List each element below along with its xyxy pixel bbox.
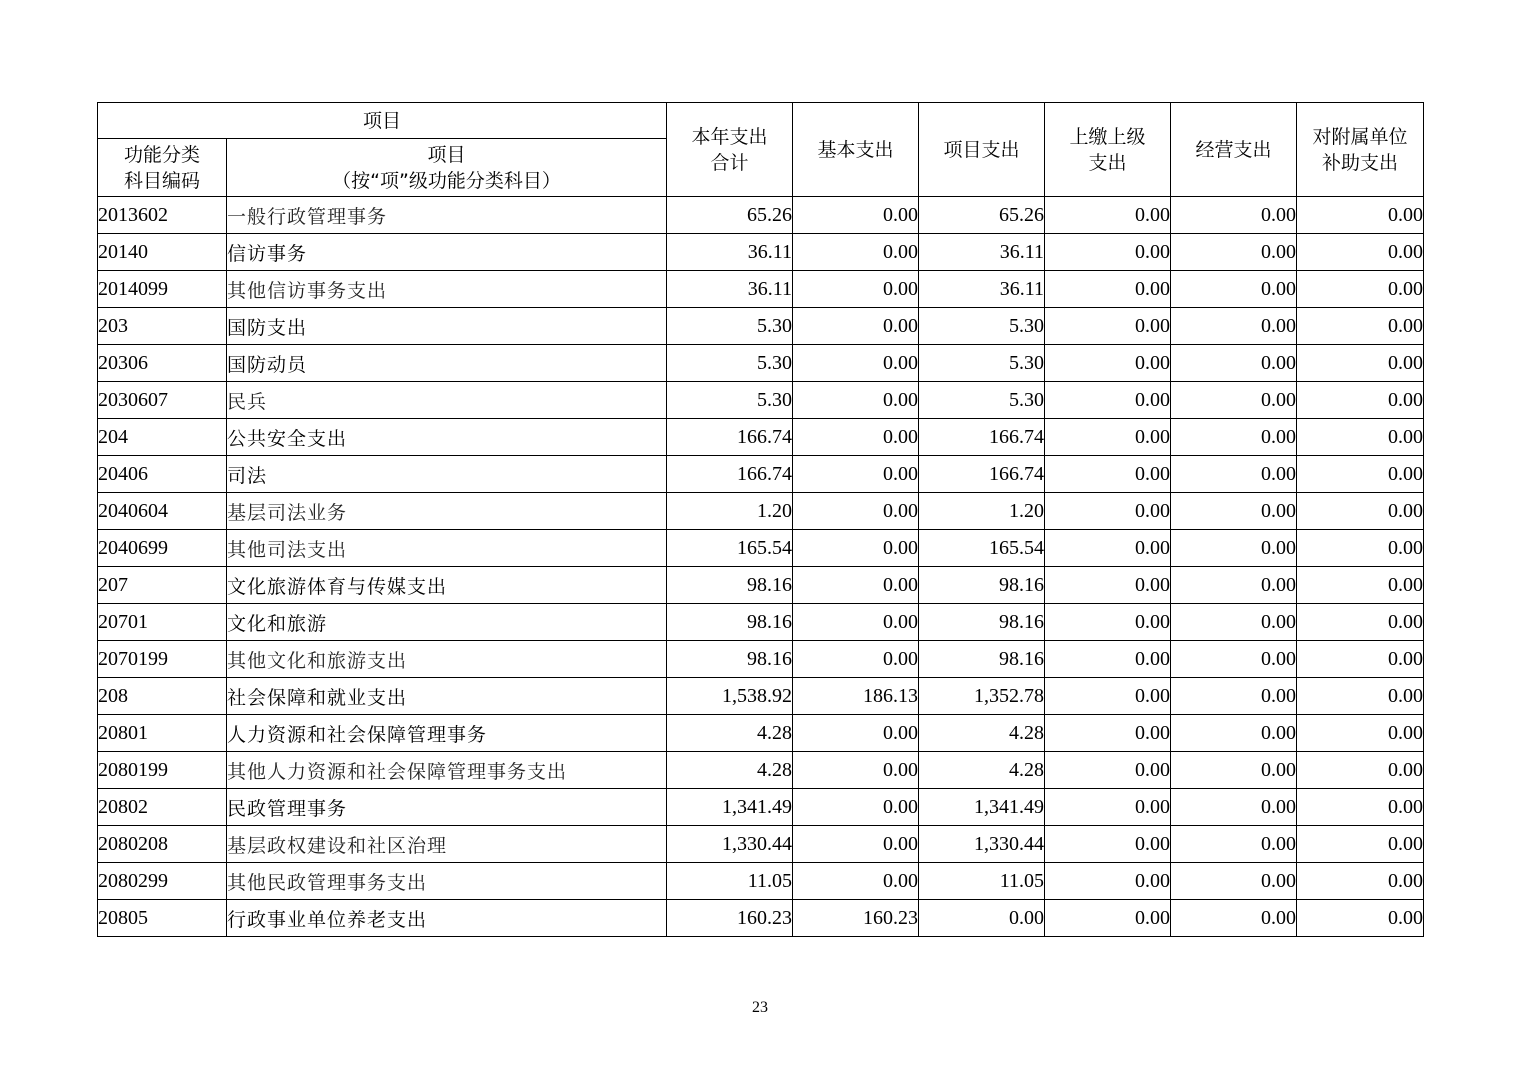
cell-subsidy: 0.00	[1297, 271, 1424, 308]
table-row	[98, 752, 1424, 789]
cell-code: 20805	[98, 900, 227, 937]
cell-upper: 0.00	[1045, 456, 1171, 493]
cell-subsidy: 0.00	[1297, 493, 1424, 530]
cell-basic: 0.00	[793, 752, 919, 789]
cell-basic: 0.00	[793, 456, 919, 493]
table-row	[98, 197, 1424, 234]
cell-total: 166.74	[667, 419, 793, 456]
cell-total: 1,330.44	[667, 826, 793, 863]
cell-basic: 0.00	[793, 567, 919, 604]
cell-subsidy: 0.00	[1297, 345, 1424, 382]
cell-code: 20802	[98, 789, 227, 826]
cell-business: 0.00	[1171, 567, 1297, 604]
cell-business: 0.00	[1171, 641, 1297, 678]
cell-code: 2080299	[98, 863, 227, 900]
cell-business: 0.00	[1171, 271, 1297, 308]
cell-code: 204	[98, 419, 227, 456]
cell-basic: 0.00	[793, 271, 919, 308]
cell-business: 0.00	[1171, 752, 1297, 789]
cell-total: 36.11	[667, 234, 793, 271]
cell-business: 0.00	[1171, 493, 1297, 530]
page-number: 23	[752, 999, 768, 1016]
cell-name: 民兵	[227, 382, 667, 419]
cell-name: 人力资源和社会保障管理事务	[227, 715, 667, 752]
cell-total: 166.74	[667, 456, 793, 493]
cell-basic: 0.00	[793, 493, 919, 530]
cell-code: 203	[98, 308, 227, 345]
cell-code: 20140	[98, 234, 227, 271]
cell-name: 其他司法支出	[227, 530, 667, 567]
cell-code: 20801	[98, 715, 227, 752]
cell-business: 0.00	[1171, 900, 1297, 937]
header-total: 本年支出 合计	[667, 103, 793, 197]
header-basic: 基本支出	[793, 103, 919, 197]
cell-subsidy: 0.00	[1297, 234, 1424, 271]
table-row	[98, 863, 1424, 900]
cell-business: 0.00	[1171, 456, 1297, 493]
cell-basic: 0.00	[793, 789, 919, 826]
cell-business: 0.00	[1171, 826, 1297, 863]
cell-project: 1,341.49	[919, 789, 1045, 826]
cell-project: 5.30	[919, 345, 1045, 382]
cell-project: 0.00	[919, 900, 1045, 937]
cell-basic: 0.00	[793, 863, 919, 900]
cell-basic: 0.00	[793, 419, 919, 456]
cell-name: 基层司法业务	[227, 493, 667, 530]
cell-upper: 0.00	[1045, 752, 1171, 789]
cell-upper: 0.00	[1045, 900, 1171, 937]
table-row	[98, 789, 1424, 826]
cell-name: 一般行政管理事务	[227, 197, 667, 234]
cell-project: 36.11	[919, 271, 1045, 308]
cell-business: 0.00	[1171, 789, 1297, 826]
cell-subsidy: 0.00	[1297, 789, 1424, 826]
table-body	[98, 197, 1424, 937]
cell-name: 社会保障和就业支出	[227, 678, 667, 715]
header-business: 经营支出	[1171, 103, 1297, 197]
cell-subsidy: 0.00	[1297, 530, 1424, 567]
table-row	[98, 567, 1424, 604]
cell-upper: 0.00	[1045, 530, 1171, 567]
cell-project: 166.74	[919, 419, 1045, 456]
cell-code: 2014099	[98, 271, 227, 308]
cell-project: 11.05	[919, 863, 1045, 900]
cell-name: 基层政权建设和社区治理	[227, 826, 667, 863]
cell-basic: 0.00	[793, 197, 919, 234]
cell-upper: 0.00	[1045, 234, 1171, 271]
cell-basic: 0.00	[793, 715, 919, 752]
cell-basic: 0.00	[793, 530, 919, 567]
table-row	[98, 715, 1424, 752]
header-name: 项目 （按“项”级功能分类科目）	[227, 139, 667, 197]
cell-code: 2080199	[98, 752, 227, 789]
table-header	[98, 103, 1424, 197]
cell-upper: 0.00	[1045, 789, 1171, 826]
cell-total: 5.30	[667, 308, 793, 345]
cell-project: 5.30	[919, 382, 1045, 419]
cell-project: 4.28	[919, 752, 1045, 789]
cell-business: 0.00	[1171, 715, 1297, 752]
cell-business: 0.00	[1171, 308, 1297, 345]
cell-name: 国防动员	[227, 345, 667, 382]
cell-subsidy: 0.00	[1297, 604, 1424, 641]
cell-name: 民政管理事务	[227, 789, 667, 826]
cell-business: 0.00	[1171, 197, 1297, 234]
cell-total: 36.11	[667, 271, 793, 308]
cell-basic: 0.00	[793, 234, 919, 271]
cell-subsidy: 0.00	[1297, 382, 1424, 419]
cell-total: 98.16	[667, 567, 793, 604]
cell-upper: 0.00	[1045, 567, 1171, 604]
cell-subsidy: 0.00	[1297, 715, 1424, 752]
table-row	[98, 900, 1424, 937]
header-project: 项目支出	[919, 103, 1045, 197]
cell-upper: 0.00	[1045, 826, 1171, 863]
table-row	[98, 641, 1424, 678]
cell-name: 司法	[227, 456, 667, 493]
cell-name: 国防支出	[227, 308, 667, 345]
cell-business: 0.00	[1171, 382, 1297, 419]
cell-project: 166.74	[919, 456, 1045, 493]
cell-upper: 0.00	[1045, 493, 1171, 530]
cell-name: 行政事业单位养老支出	[227, 900, 667, 937]
cell-subsidy: 0.00	[1297, 826, 1424, 863]
cell-project: 98.16	[919, 604, 1045, 641]
table-row	[98, 345, 1424, 382]
cell-business: 0.00	[1171, 234, 1297, 271]
table-row	[98, 382, 1424, 419]
cell-name: 其他文化和旅游支出	[227, 641, 667, 678]
header-item-group: 项目	[98, 103, 667, 139]
cell-upper: 0.00	[1045, 382, 1171, 419]
cell-business: 0.00	[1171, 530, 1297, 567]
cell-project: 36.11	[919, 234, 1045, 271]
cell-upper: 0.00	[1045, 197, 1171, 234]
table-row	[98, 493, 1424, 530]
cell-basic: 186.13	[793, 678, 919, 715]
cell-code: 2040604	[98, 493, 227, 530]
cell-subsidy: 0.00	[1297, 197, 1424, 234]
cell-project: 98.16	[919, 567, 1045, 604]
cell-code: 208	[98, 678, 227, 715]
cell-total: 98.16	[667, 641, 793, 678]
cell-business: 0.00	[1171, 678, 1297, 715]
cell-total: 98.16	[667, 604, 793, 641]
cell-business: 0.00	[1171, 345, 1297, 382]
table-row	[98, 271, 1424, 308]
cell-upper: 0.00	[1045, 345, 1171, 382]
cell-total: 1,538.92	[667, 678, 793, 715]
cell-code: 20701	[98, 604, 227, 641]
header-upper: 上缴上级 支出	[1045, 103, 1171, 197]
cell-subsidy: 0.00	[1297, 900, 1424, 937]
header-code: 功能分类 科目编码	[98, 139, 227, 197]
cell-project: 65.26	[919, 197, 1045, 234]
cell-code: 207	[98, 567, 227, 604]
cell-total: 160.23	[667, 900, 793, 937]
cell-upper: 0.00	[1045, 863, 1171, 900]
cell-total: 4.28	[667, 715, 793, 752]
cell-total: 4.28	[667, 752, 793, 789]
table-row	[98, 234, 1424, 271]
cell-basic: 0.00	[793, 604, 919, 641]
cell-project: 165.54	[919, 530, 1045, 567]
cell-code: 2070199	[98, 641, 227, 678]
cell-code: 2030607	[98, 382, 227, 419]
cell-subsidy: 0.00	[1297, 678, 1424, 715]
cell-project: 1,352.78	[919, 678, 1045, 715]
cell-project: 1,330.44	[919, 826, 1045, 863]
cell-subsidy: 0.00	[1297, 752, 1424, 789]
cell-business: 0.00	[1171, 604, 1297, 641]
table-row	[98, 456, 1424, 493]
cell-subsidy: 0.00	[1297, 641, 1424, 678]
cell-upper: 0.00	[1045, 678, 1171, 715]
cell-upper: 0.00	[1045, 419, 1171, 456]
cell-subsidy: 0.00	[1297, 308, 1424, 345]
cell-total: 1.20	[667, 493, 793, 530]
table-row	[98, 604, 1424, 641]
cell-project: 5.30	[919, 308, 1045, 345]
cell-project: 1.20	[919, 493, 1045, 530]
cell-total: 5.30	[667, 345, 793, 382]
cell-code: 20406	[98, 456, 227, 493]
cell-subsidy: 0.00	[1297, 567, 1424, 604]
cell-code: 20306	[98, 345, 227, 382]
table-row	[98, 308, 1424, 345]
cell-total: 65.26	[667, 197, 793, 234]
cell-project: 4.28	[919, 715, 1045, 752]
table-row	[98, 826, 1424, 863]
cell-name: 公共安全支出	[227, 419, 667, 456]
cell-code: 2013602	[98, 197, 227, 234]
cell-basic: 0.00	[793, 641, 919, 678]
cell-subsidy: 0.00	[1297, 419, 1424, 456]
cell-upper: 0.00	[1045, 641, 1171, 678]
cell-name: 其他民政管理事务支出	[227, 863, 667, 900]
cell-code: 2080208	[98, 826, 227, 863]
cell-upper: 0.00	[1045, 715, 1171, 752]
cell-basic: 160.23	[793, 900, 919, 937]
cell-business: 0.00	[1171, 863, 1297, 900]
cell-total: 5.30	[667, 382, 793, 419]
cell-total: 1,341.49	[667, 789, 793, 826]
cell-name: 其他信访事务支出	[227, 271, 667, 308]
cell-name: 文化和旅游	[227, 604, 667, 641]
cell-upper: 0.00	[1045, 271, 1171, 308]
cell-upper: 0.00	[1045, 604, 1171, 641]
cell-basic: 0.00	[793, 345, 919, 382]
cell-subsidy: 0.00	[1297, 456, 1424, 493]
cell-name: 文化旅游体育与传媒支出	[227, 567, 667, 604]
table-row	[98, 678, 1424, 715]
expenditure-table	[97, 102, 1424, 937]
cell-basic: 0.00	[793, 308, 919, 345]
cell-subsidy: 0.00	[1297, 863, 1424, 900]
cell-upper: 0.00	[1045, 308, 1171, 345]
cell-project: 98.16	[919, 641, 1045, 678]
cell-code: 2040699	[98, 530, 227, 567]
cell-basic: 0.00	[793, 382, 919, 419]
cell-total: 11.05	[667, 863, 793, 900]
table-row	[98, 419, 1424, 456]
cell-basic: 0.00	[793, 826, 919, 863]
cell-total: 165.54	[667, 530, 793, 567]
cell-name: 信访事务	[227, 234, 667, 271]
table-row	[98, 530, 1424, 567]
cell-business: 0.00	[1171, 419, 1297, 456]
cell-name: 其他人力资源和社会保障管理事务支出	[227, 752, 667, 789]
header-subsidy: 对附属单位 补助支出	[1297, 103, 1424, 197]
